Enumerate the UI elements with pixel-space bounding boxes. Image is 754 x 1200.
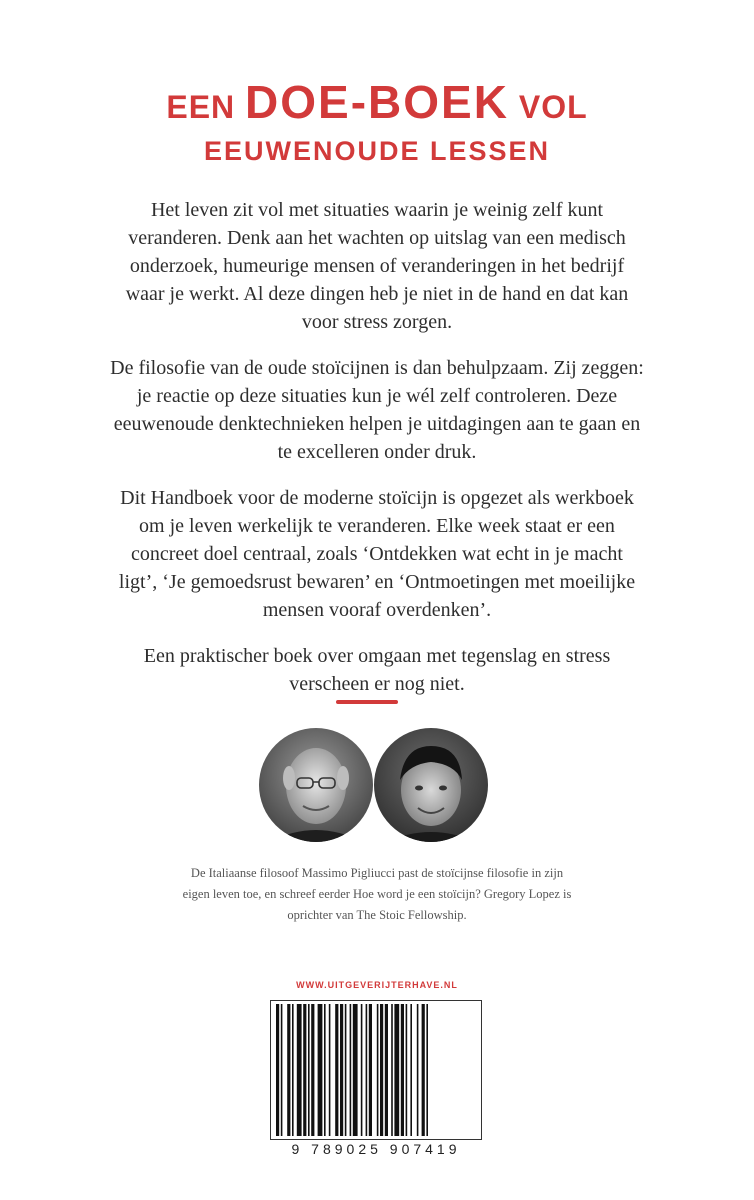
barcode-bar	[324, 1004, 326, 1136]
barcode-bar	[303, 1004, 306, 1136]
barcode-bar	[335, 1004, 338, 1136]
publisher-url: WWW.UITGEVERIJTERHAVE.NL	[296, 980, 458, 990]
headline-line-2: EEUWENOUDE LESSEN	[203, 136, 551, 166]
blurb-paragraph-1: Het leven zit vol met situaties waarin je weinig zelf kunt veranderen. Denk aan het wachten op uitslag van een medisch onderzoek, humeurige mensen of veranderingen in het bedrijf waar je werkt. Al deze dingen heb je niet in de hand en dat kan voor stress zorgen.	[125, 199, 629, 333]
barcode-bar	[311, 1004, 314, 1136]
barcode-bar	[329, 1004, 331, 1136]
barcode-bar	[401, 1004, 404, 1136]
headline-emphasis: DOE-BOEK	[245, 76, 509, 128]
barcode-bar	[350, 1004, 352, 1136]
blurb-paragraph-2: De filosofie van de oude stoïcijnen is dan behulpzaam. Zij zeggen: je reactie op deze situaties kun je wél zelf controleren. Deze eeuwenoude denktechnieken helpen je uitdagingen aan te gaan en te excelleren onder druk.	[110, 357, 644, 463]
blurb-paragraph-4: Een praktischer boek over omgaan met tegenslag en stress verscheen er nog niet.	[143, 645, 611, 695]
barcode-number: 9 789025 907419	[291, 1141, 461, 1157]
barcode-bar	[361, 1004, 363, 1136]
barcode-bar	[297, 1004, 302, 1136]
barcode-bar	[292, 1004, 294, 1136]
barcode-bar	[369, 1004, 372, 1136]
barcode-bar	[345, 1004, 347, 1136]
barcode-bar	[406, 1004, 408, 1136]
divider	[336, 700, 398, 704]
barcode-bar	[377, 1004, 379, 1136]
barcode-bar	[380, 1004, 383, 1136]
headline-line-1	[0, 78, 754, 131]
barcode-bar	[385, 1004, 388, 1136]
barcode	[270, 1000, 482, 1140]
barcode-bar	[410, 1004, 412, 1136]
barcode-bar	[422, 1004, 425, 1136]
headline-suffix: VOL	[518, 89, 588, 125]
barcode-bar	[308, 1004, 310, 1136]
barcode-bar	[281, 1004, 283, 1136]
headline-prefix: EEN	[166, 89, 236, 125]
barcode-bar	[287, 1004, 290, 1136]
barcode-bar	[276, 1004, 279, 1136]
barcode-bar	[340, 1004, 343, 1136]
barcode-bar	[318, 1004, 323, 1136]
barcode-bar	[366, 1004, 368, 1136]
author-bio: De Italiaanse filosoof Massimo Pigliucci past de stoïcijnse filosofie in zijn eigen leven toe, en schreef eerder Hoe word je een stoïcijn? Gregory Lopez is oprichter van The Stoic Fellowship.	[182, 866, 572, 922]
barcode-bar	[353, 1004, 358, 1136]
author-photo-pigliucci	[259, 728, 373, 842]
barcode-bar	[426, 1004, 428, 1136]
barcode-bar	[391, 1004, 393, 1136]
headline	[0, 78, 754, 169]
barcode-bar	[417, 1004, 419, 1136]
author-photo-lopez	[374, 728, 488, 842]
blurb	[110, 196, 644, 716]
blurb-paragraph-3: Dit Handboek voor de moderne stoïcijn is opgezet als werkboek om je leven werkelijk te veranderen. Elke week staat er een concreet doel centraal, zoals ‘Ontdekken wat echt in je macht ligt’, ‘Je gemoedsrust bewaren’ en ‘Ontmoetingen met moeilijke mensen vooraf overdenken’.	[118, 487, 636, 621]
barcode-bar	[394, 1004, 399, 1136]
